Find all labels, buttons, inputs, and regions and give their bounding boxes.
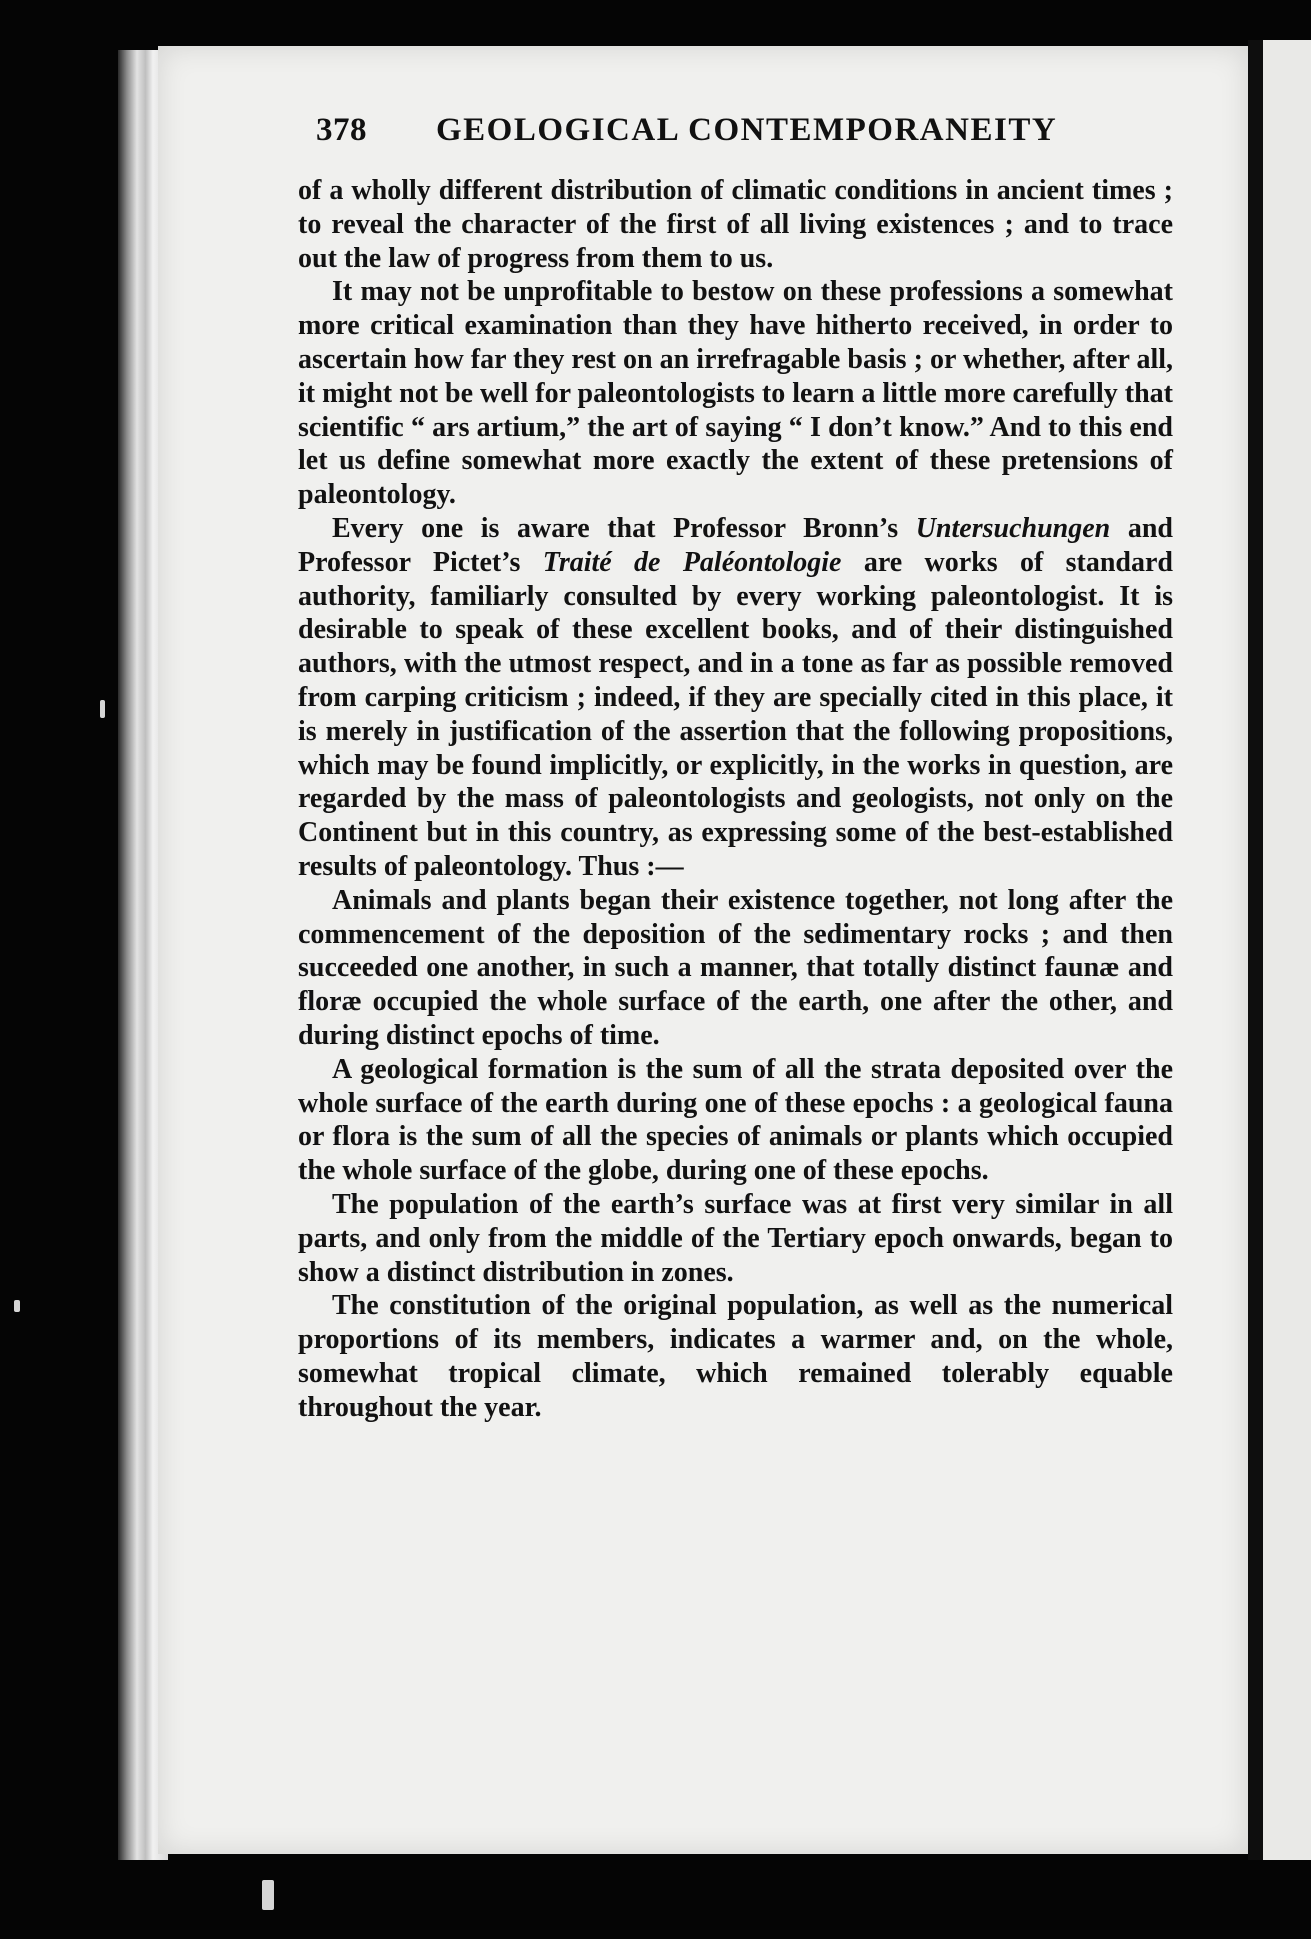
gutter-shadow [1248, 40, 1263, 1860]
paragraph-2: It may not be unprofitable to bestow on these professions a somewhat more critical examination than they have hitherto received, in order to ascertain how far they rest on an irrefragable basis ; or whether, after all, it might not be well for paleontologists to learn a little more carefully that scientific “ ars artium,” the art of saying “ I don’t know.” And to this end let us define somewhat more exactly the extent of these pretensions of paleontology. [298, 276, 1173, 511]
scan-speck [262, 1880, 274, 1910]
running-title: GEOLOGICAL CONTEMPORANEITY [436, 112, 1058, 148]
paragraph-7: The constitution of the original population, as well as the numerical proportions of its members, indicates a warmer and, on the whole, somewhat tropical climate, which remained tolerably equable throughout the year. [298, 1290, 1173, 1423]
running-header [316, 112, 1056, 149]
paragraph-3-part-e: are works of standard authority, familiarly consulted by every working paleontologist. It is desirable to speak of these excellent books, and of their distinguished authors, with the utmost respect, and in a tone as far as possible removed from carping criticism ; indeed, if they are specially cited in this place, it is merely in justification of the assertion that the following propositions, which may be found implicitly, or explicitly, in the works in question, are regarded by the mass of paleontologists and geologists, not only on the Continent but in this country, as expressing some of the best-established results of paleontology. Thus :— [298, 546, 1173, 882]
paragraph-3-part-a: Every one is aware that Professor Bronn’s [332, 512, 916, 544]
scan-speck [100, 700, 105, 718]
untersuchungen-title: Untersuchungen [915, 512, 1111, 544]
paragraph-1: of a wholly different distribution of climatic conditions in ancient times ; to reveal the character of the first of all living existences ; and to trace out the law of progress from them to us. [298, 175, 1173, 274]
body-text [298, 174, 1173, 1424]
traite-title: Traité de Paléontologie [542, 546, 842, 578]
paragraph-5: A geological formation is the sum of all the strata deposited over the whole surface of the earth during one of these epochs : a geological fauna or flora is the sum of all the species of animals or plants which occupied the whole surface of the globe, during one of these epochs. [298, 1053, 1173, 1187]
paragraph-3 [298, 512, 1173, 884]
paragraph-3-part-c: and Professor Pictet’s [298, 512, 1173, 578]
facing-page-edge [1263, 40, 1311, 1860]
paragraph-6: The population of the earth’s surface was at first very similar in all parts, and only from the middle of the Tertiary epoch onwards, began to show a distinct distribution in zones. [298, 1188, 1173, 1288]
paragraph-4: Animals and plants began their existence together, not long after the commencement of the deposition of the sedimentary rocks ; and then succeeded one another, in such a manner, that totally distinct faunæ and floræ occupied the whole surface of the earth, one after the other, and during distinct epochs of time. [298, 884, 1173, 1051]
page-number: 378 [316, 112, 367, 148]
scan-speck [14, 1300, 20, 1312]
